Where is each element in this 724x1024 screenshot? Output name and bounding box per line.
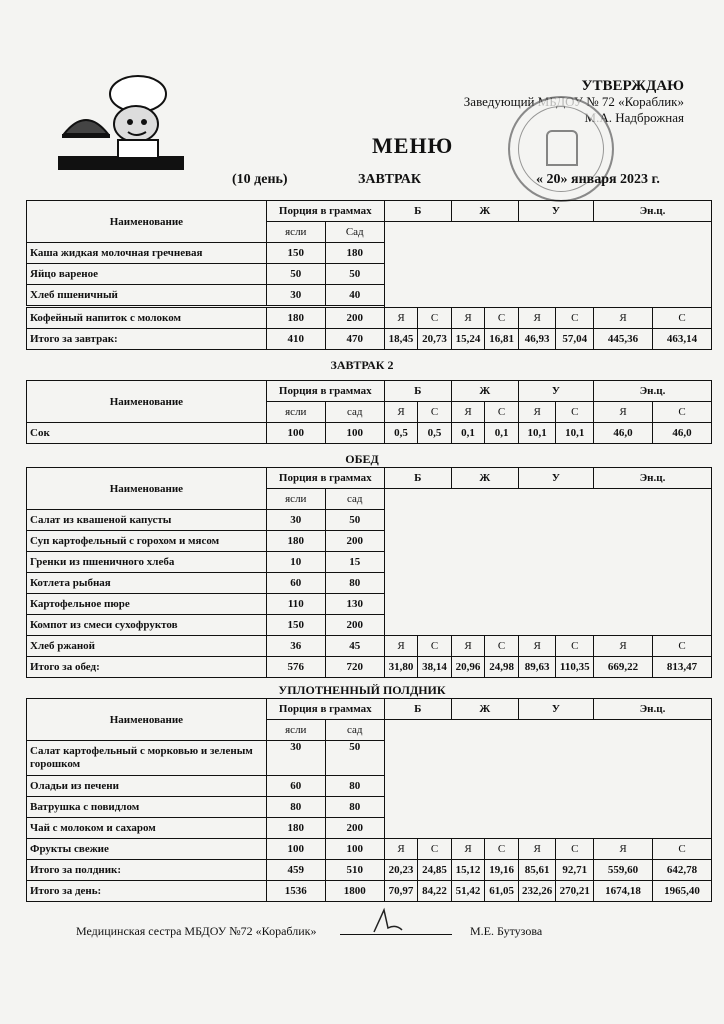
portion-nursery: 150 — [266, 243, 325, 264]
nutrient-value: 0,1 — [485, 423, 519, 444]
item-name: Салат картофельный с морковью и зеленым горошком — [27, 741, 267, 776]
total-garden: 720 — [325, 657, 384, 678]
breakfast2-title: ЗАВТРАК 2 — [330, 358, 394, 372]
item-name: Чай с молоком и сахаром — [27, 818, 267, 839]
portion-nursery: 180 — [266, 308, 325, 329]
nutrient-value: 10,1 — [556, 423, 594, 444]
item-name: Ватрушка с повидлом — [27, 797, 267, 818]
sub-s: С — [418, 839, 452, 860]
portion-nursery: 110 — [266, 594, 325, 615]
signer-name: М.Е. Бутузова — [470, 924, 543, 938]
col-energy-header: Эн.ц. — [594, 381, 712, 402]
col-nursery-header: ясли — [266, 402, 325, 423]
portion-garden: 180 — [325, 243, 384, 264]
nutrient-value: 24,85 — [418, 860, 452, 881]
sub-ya: Я — [451, 839, 485, 860]
nutrient-value: 15,24 — [451, 329, 485, 350]
lunch-table — [26, 467, 712, 678]
total-nursery: 410 — [266, 329, 325, 350]
portion-garden: 200 — [325, 531, 384, 552]
sub-s: С — [485, 308, 519, 329]
col-u-header: У — [518, 201, 593, 222]
portion-nursery: 10 — [266, 552, 325, 573]
portion-garden: 80 — [325, 797, 384, 818]
nutrient-value: 19,16 — [485, 860, 519, 881]
nutrient-value: 10,1 — [518, 423, 556, 444]
col-nursery-header: ясли — [266, 222, 325, 243]
signer-role: Медицинская сестра МБДОУ №72 «Кораблик» — [76, 924, 317, 938]
nutrient-value: 38,14 — [418, 657, 452, 678]
portion-nursery: 150 — [266, 615, 325, 636]
portion-nursery: 36 — [266, 636, 325, 657]
nutrient-value: 0,5 — [418, 423, 452, 444]
nutrient-value: 57,04 — [556, 329, 594, 350]
nutrient-value: 46,0 — [653, 423, 712, 444]
item-name: Оладьи из печени — [27, 776, 267, 797]
sub-s: С — [418, 308, 452, 329]
sub-s: С — [653, 636, 712, 657]
item-name: Компот из смеси сухофруктов — [27, 615, 267, 636]
sub-s: С — [556, 402, 594, 423]
col-u-header: У — [518, 381, 593, 402]
col-zh-header: Ж — [451, 201, 518, 222]
sub-s: С — [653, 402, 712, 423]
portion-garden: 80 — [325, 776, 384, 797]
item-name: Яйцо вареное — [27, 264, 267, 285]
portion-garden: 45 — [325, 636, 384, 657]
col-nursery-header: ясли — [266, 489, 325, 510]
snack-title: УПЛОТНЕННЫЙ ПОЛДНИК — [278, 683, 446, 697]
col-b-header: Б — [384, 381, 451, 402]
sub-s: С — [418, 636, 452, 657]
total-label: Итого за полдник: — [27, 860, 267, 881]
nutrient-value: 70,97 — [384, 881, 418, 902]
nutrient-value: 813,47 — [653, 657, 712, 678]
item-name: Каша жидкая молочная гречневая — [27, 243, 267, 264]
portion-nursery: 80 — [266, 797, 325, 818]
sub-s: С — [556, 839, 594, 860]
portion-garden: 50 — [325, 510, 384, 531]
sub-ya: Я — [451, 636, 485, 657]
sub-ya: Я — [384, 402, 418, 423]
portion-garden: 15 — [325, 552, 384, 573]
col-u-header: У — [518, 468, 593, 489]
breakfast2-table — [26, 380, 712, 444]
col-portion-header: Порция в граммах — [266, 381, 384, 402]
nutrient-value: 46,93 — [518, 329, 556, 350]
nutrient-value: 18,45 — [384, 329, 418, 350]
signature-mark — [368, 906, 408, 936]
item-name: Хлеб ржаной — [27, 636, 267, 657]
sub-ya: Я — [384, 308, 418, 329]
breakfast-table — [26, 200, 712, 350]
nutrient-value: 24,98 — [485, 657, 519, 678]
nutrient-value: 85,61 — [518, 860, 556, 881]
total-garden: 1800 — [325, 881, 384, 902]
portion-nursery: 100 — [266, 839, 325, 860]
portion-nursery: 30 — [266, 510, 325, 531]
total-row — [27, 657, 712, 678]
col-b-header: Б — [384, 699, 451, 720]
portion-garden: 200 — [325, 818, 384, 839]
col-portion-header: Порция в граммах — [266, 468, 384, 489]
nutrient-value: 1674,18 — [594, 881, 653, 902]
col-garden-header: сад — [325, 402, 384, 423]
col-b-header: Б — [384, 468, 451, 489]
nutrient-value: 20,23 — [384, 860, 418, 881]
total-row — [27, 860, 712, 881]
day-label: (10 день) — [232, 172, 288, 187]
nutrient-value: 669,22 — [594, 657, 653, 678]
nutrient-value: 642,78 — [653, 860, 712, 881]
nutrient-value: 463,14 — [653, 329, 712, 350]
portion-nursery: 30 — [266, 741, 325, 776]
portion-garden: 50 — [325, 741, 384, 776]
table-row — [27, 636, 712, 657]
portion-nursery: 180 — [266, 818, 325, 839]
approval-heading: УТВЕРЖДАЮ — [581, 78, 684, 94]
total-row — [27, 329, 712, 350]
sub-s: С — [653, 839, 712, 860]
nutrient-value: 89,63 — [518, 657, 556, 678]
day-total-row — [27, 881, 712, 902]
item-name: Котлета рыбная — [27, 573, 267, 594]
total-nursery: 1536 — [266, 881, 325, 902]
total-garden: 470 — [325, 329, 384, 350]
nutrient-value: 232,26 — [518, 881, 556, 902]
sub-s: С — [485, 402, 519, 423]
item-name: Сок — [27, 423, 267, 444]
sub-ya: Я — [594, 308, 653, 329]
col-b-header: Б — [384, 201, 451, 222]
col-name-header: Наименование — [27, 381, 267, 423]
nutrient-value: 1965,40 — [653, 881, 712, 902]
sub-s: С — [485, 636, 519, 657]
total-nursery: 576 — [266, 657, 325, 678]
sub-s: С — [556, 636, 594, 657]
portion-garden: 100 — [325, 423, 384, 444]
total-label: Итого за завтрак: — [27, 329, 267, 350]
portion-garden: 50 — [325, 264, 384, 285]
sub-s: С — [653, 308, 712, 329]
nutrient-value: 92,71 — [556, 860, 594, 881]
sub-ya: Я — [594, 839, 653, 860]
sub-ya: Я — [451, 308, 485, 329]
snack-table — [26, 698, 712, 902]
nutrient-value: 16,81 — [485, 329, 519, 350]
col-garden-header: Сад — [325, 222, 384, 243]
sub-ya: Я — [384, 636, 418, 657]
nutrient-value: 31,80 — [384, 657, 418, 678]
table-row — [27, 423, 712, 444]
portion-nursery: 180 — [266, 531, 325, 552]
portion-garden: 200 — [325, 308, 384, 329]
stamp-emblem — [546, 130, 578, 166]
item-name: Картофельное пюре — [27, 594, 267, 615]
nutrient-value: 559,60 — [594, 860, 653, 881]
approval-name: М.А. Надброжная — [584, 110, 684, 125]
col-name-header: Наименование — [27, 699, 267, 741]
col-energy-header: Эн.ц. — [594, 699, 712, 720]
total-label: Итого за обед: — [27, 657, 267, 678]
nutrient-value: 0,1 — [451, 423, 485, 444]
sub-s: С — [418, 402, 452, 423]
nutrient-value: 15,12 — [451, 860, 485, 881]
item-name: Салат из квашеной капусты — [27, 510, 267, 531]
sub-s: С — [485, 839, 519, 860]
portion-nursery: 60 — [266, 776, 325, 797]
col-garden-header: сад — [325, 720, 384, 741]
col-u-header: У — [518, 699, 593, 720]
portion-nursery: 100 — [266, 423, 325, 444]
sub-ya: Я — [594, 636, 653, 657]
col-nursery-header: ясли — [266, 720, 325, 741]
nutrient-value: 445,36 — [594, 329, 653, 350]
page-title: МЕНЮ — [372, 133, 454, 158]
portion-garden: 200 — [325, 615, 384, 636]
sub-ya: Я — [518, 402, 556, 423]
col-name-header: Наименование — [27, 201, 267, 243]
total-garden: 510 — [325, 860, 384, 881]
sub-ya: Я — [384, 839, 418, 860]
portion-nursery: 30 — [266, 285, 325, 306]
col-name-header: Наименование — [27, 468, 267, 510]
nutrient-value: 110,35 — [556, 657, 594, 678]
nutrient-value: 20,73 — [418, 329, 452, 350]
col-energy-header: Эн.ц. — [594, 201, 712, 222]
col-zh-header: Ж — [451, 381, 518, 402]
approval-position: Заведующий МБДОУ № 72 «Кораблик» — [463, 94, 684, 109]
sub-ya: Я — [594, 402, 653, 423]
sub-ya: Я — [518, 839, 556, 860]
portion-garden: 40 — [325, 285, 384, 306]
table-row — [27, 839, 712, 860]
sub-ya: Я — [518, 308, 556, 329]
item-name: Кофейный напиток с молоком — [27, 308, 267, 329]
nutrient-value: 0,5 — [384, 423, 418, 444]
nutrient-value: 51,42 — [451, 881, 485, 902]
col-energy-header: Эн.ц. — [594, 468, 712, 489]
sub-s: С — [556, 308, 594, 329]
item-name: Фрукты свежие — [27, 839, 267, 860]
total-nursery: 459 — [266, 860, 325, 881]
col-portion-header: Порция в граммах — [266, 201, 384, 222]
portion-garden: 130 — [325, 594, 384, 615]
item-name: Гренки из пшеничного хлеба — [27, 552, 267, 573]
portion-nursery: 60 — [266, 573, 325, 594]
breakfast-title: ЗАВТРАК — [358, 172, 422, 187]
nutrient-value: 20,96 — [451, 657, 485, 678]
item-name: Суп картофельный с горохом и мясом — [27, 531, 267, 552]
sub-ya: Я — [451, 402, 485, 423]
day-total-label: Итого за день: — [27, 881, 267, 902]
item-name: Хлеб пшеничный — [27, 285, 267, 306]
nutrient-value: 46,0 — [594, 423, 653, 444]
portion-nursery: 50 — [266, 264, 325, 285]
nutrient-value: 61,05 — [485, 881, 519, 902]
sub-ya: Я — [518, 636, 556, 657]
menu-date: « 20» января 2023 г. — [536, 172, 660, 187]
col-zh-header: Ж — [451, 699, 518, 720]
col-garden-header: сад — [325, 489, 384, 510]
nutrient-value: 270,21 — [556, 881, 594, 902]
nutrient-value: 84,22 — [418, 881, 452, 902]
table-row — [27, 308, 712, 329]
chef-illustration — [58, 72, 184, 172]
lunch-title: ОБЕД — [345, 452, 379, 466]
col-portion-header: Порция в граммах — [266, 699, 384, 720]
portion-garden: 80 — [325, 573, 384, 594]
portion-garden: 100 — [325, 839, 384, 860]
col-zh-header: Ж — [451, 468, 518, 489]
